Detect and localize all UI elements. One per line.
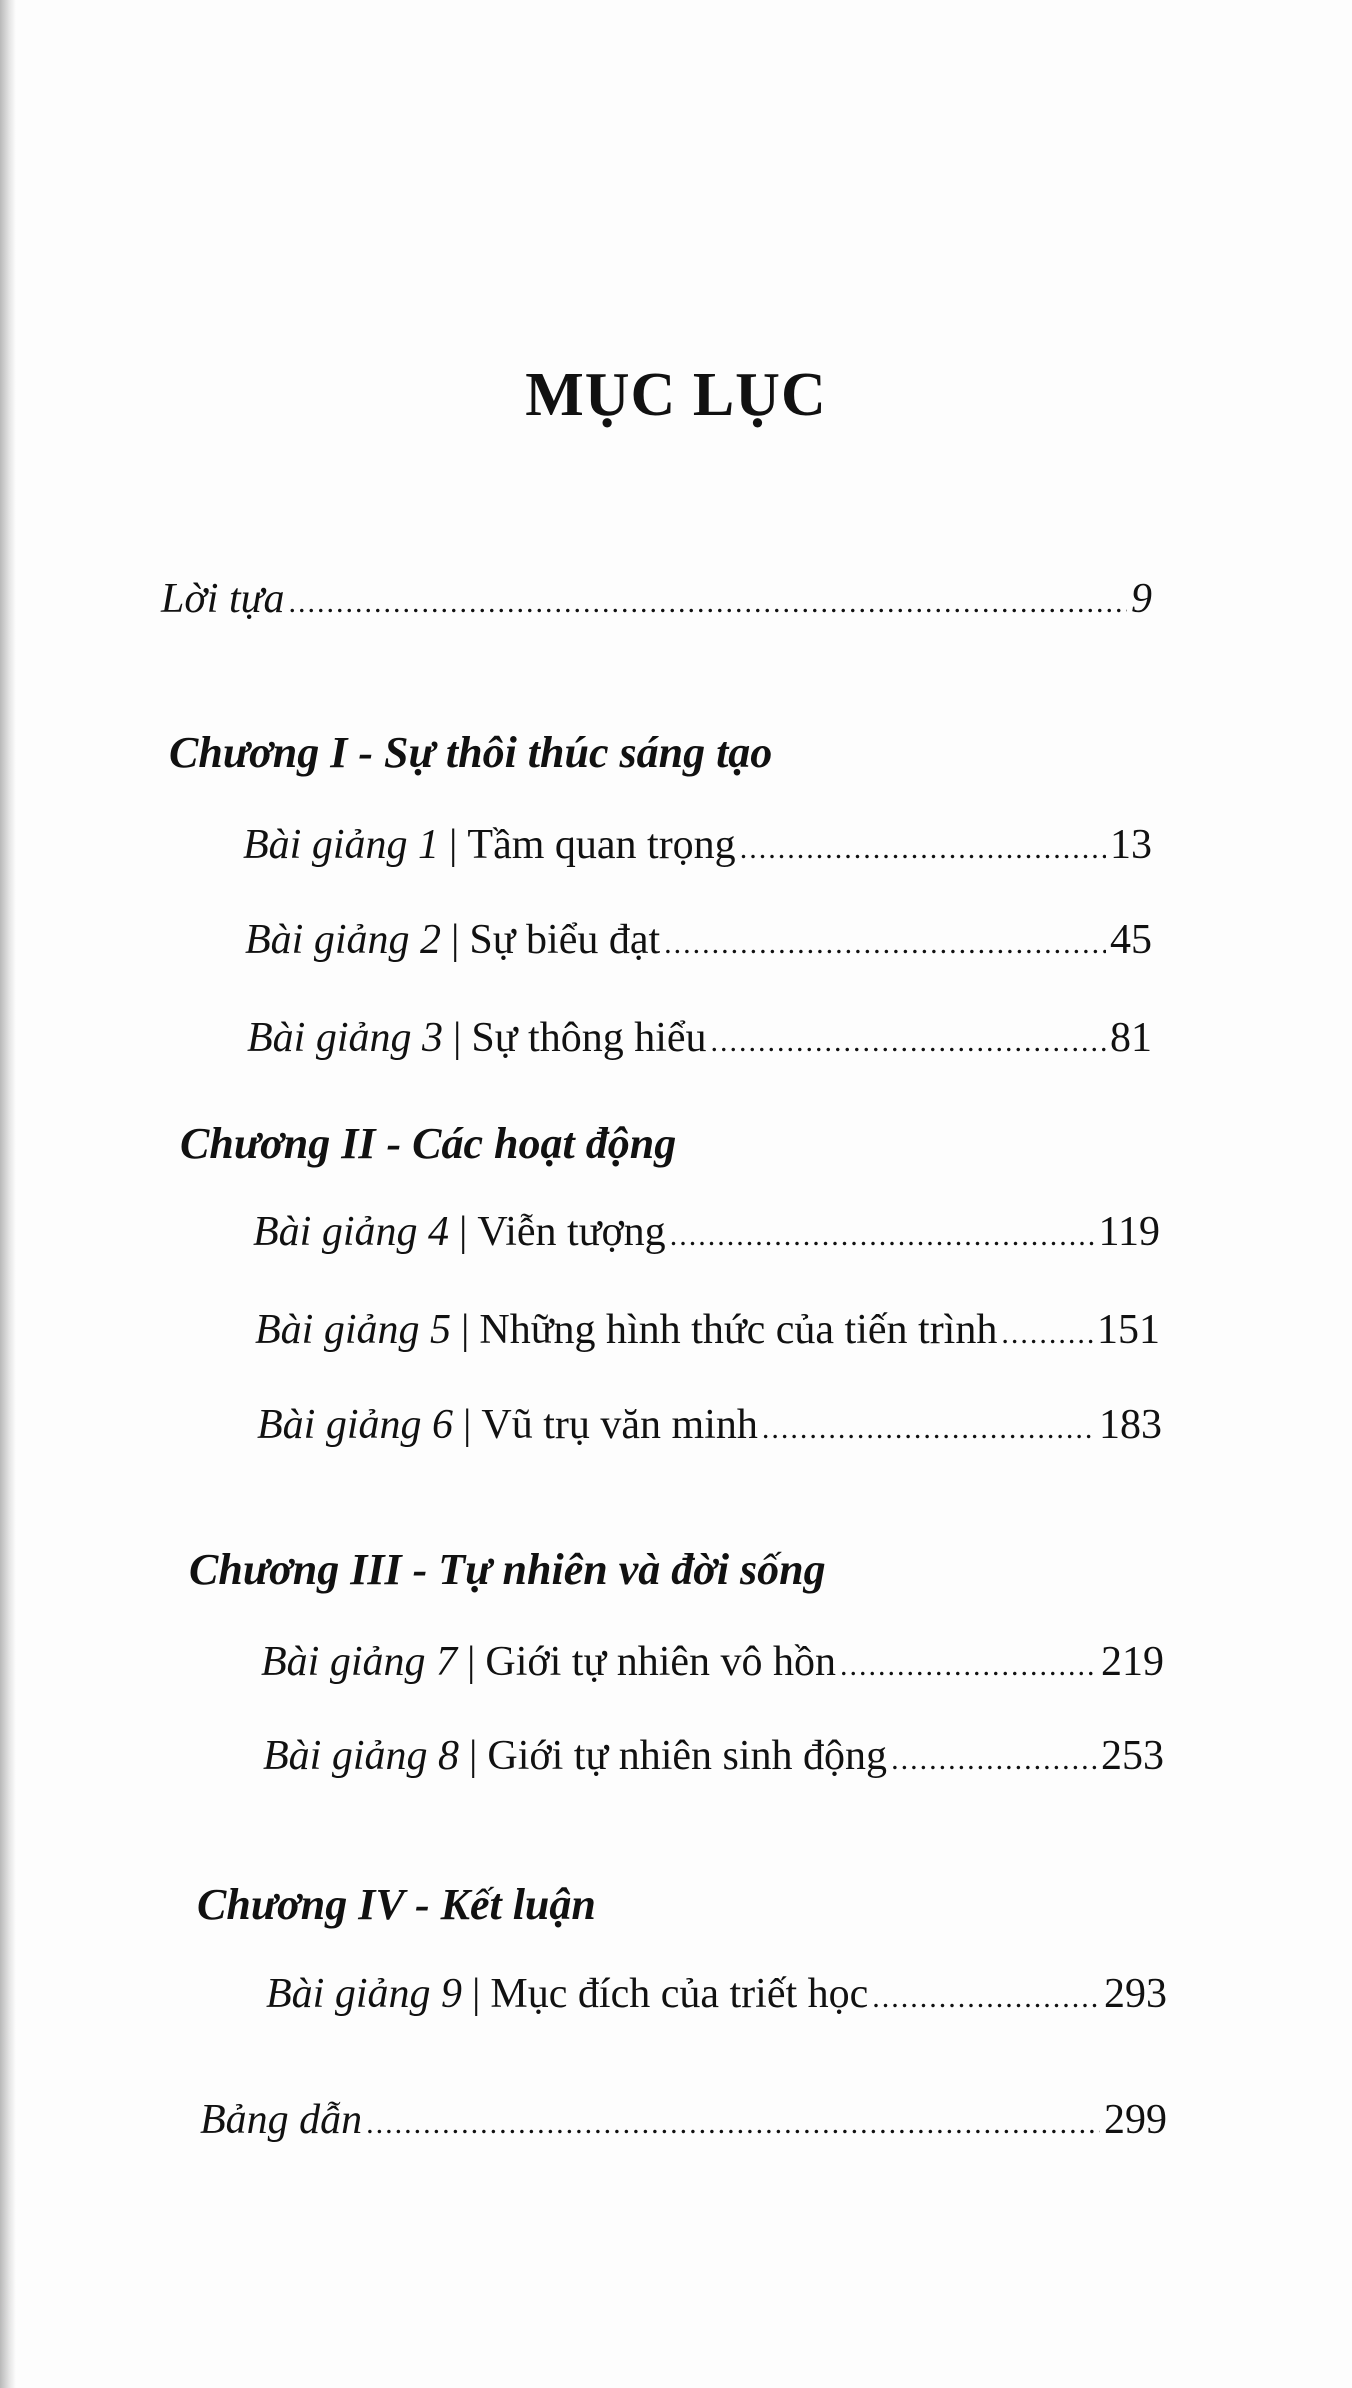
page-number: 9 xyxy=(1131,576,1152,622)
separator: | xyxy=(463,1402,472,1448)
page-number: 13 xyxy=(1110,822,1152,868)
toc-entry-lecture[interactable] xyxy=(245,910,1152,970)
toc-entry-lecture[interactable] xyxy=(243,815,1152,875)
lecture-title: Vũ trụ văn minh xyxy=(481,1402,758,1448)
dot-leader xyxy=(872,1968,1100,2028)
page-number: 45 xyxy=(1110,917,1152,963)
page-number: 183 xyxy=(1099,1402,1162,1448)
toc-entry-lecture[interactable] xyxy=(261,1632,1164,1692)
lecture-title: Sự biểu đạt xyxy=(469,917,661,963)
lecture-label: Bài giảng 2 xyxy=(245,917,441,963)
entry-label: Bảng dẫn xyxy=(200,2097,363,2143)
toc-entry-index[interactable] xyxy=(200,2090,1167,2150)
dot-leader xyxy=(664,914,1106,974)
page-number: 81 xyxy=(1110,1015,1152,1061)
lecture-label: Bài giảng 8 xyxy=(263,1733,459,1779)
dot-leader xyxy=(711,1012,1106,1072)
dot-leader xyxy=(1001,1304,1093,1364)
chapter-heading: Chương I - Sự thôi thúc sáng tạo xyxy=(169,728,773,777)
page-title: MỤC LỤC xyxy=(525,361,827,429)
separator: | xyxy=(459,1209,468,1255)
lecture-label: Bài giảng 7 xyxy=(261,1639,457,1685)
page-number: 119 xyxy=(1098,1209,1160,1255)
entry-label: Lời tựa xyxy=(161,576,285,622)
page-number: 299 xyxy=(1104,2097,1167,2143)
lecture-label: Bài giảng 9 xyxy=(266,1971,462,2017)
separator: | xyxy=(467,1639,476,1685)
lecture-title: Mục đích của triết học xyxy=(490,1971,869,2017)
dot-leader xyxy=(762,1399,1095,1459)
page-number: 293 xyxy=(1104,1971,1167,2017)
separator: | xyxy=(449,822,458,868)
lecture-label: Bài giảng 4 xyxy=(253,1209,449,1255)
lecture-title: Những hình thức của tiến trình xyxy=(479,1307,998,1353)
dot-leader xyxy=(891,1730,1097,1790)
separator: | xyxy=(453,1015,462,1061)
lecture-title: Giới tự nhiên sinh động xyxy=(487,1733,888,1779)
lecture-label: Bài giảng 5 xyxy=(255,1307,451,1353)
lecture-label: Bài giảng 1 xyxy=(243,822,439,868)
lecture-title: Giới tự nhiên vô hồn xyxy=(485,1639,837,1685)
dot-leader xyxy=(840,1636,1097,1696)
page-number: 253 xyxy=(1101,1733,1164,1779)
chapter-heading: Chương III - Tự nhiên và đời sống xyxy=(189,1545,826,1594)
lecture-label: Bài giảng 3 xyxy=(247,1015,443,1061)
dot-leader xyxy=(740,819,1106,879)
separator: | xyxy=(469,1733,478,1779)
chapter-heading: Chương IV - Kết luận xyxy=(197,1880,596,1929)
toc-entry-lecture[interactable] xyxy=(247,1008,1152,1068)
separator: | xyxy=(472,1971,481,2017)
toc-entry-lecture[interactable] xyxy=(257,1395,1162,1455)
toc-entry-lecture[interactable] xyxy=(263,1726,1164,1786)
toc-entry-lecture[interactable] xyxy=(266,1964,1167,2024)
page-number: 219 xyxy=(1101,1639,1164,1685)
toc-entry-preface[interactable] xyxy=(161,569,1152,629)
chapter-heading: Chương II - Các hoạt động xyxy=(180,1119,677,1168)
lecture-label: Bài giảng 6 xyxy=(257,1402,453,1448)
separator: | xyxy=(451,917,460,963)
dot-leader xyxy=(670,1206,1095,1266)
dot-leader xyxy=(289,573,1127,633)
separator: | xyxy=(461,1307,470,1353)
lecture-title: Sự thông hiểu xyxy=(471,1015,707,1061)
lecture-title: Tầm quan trọng xyxy=(467,822,736,868)
scan-edge xyxy=(0,0,16,2388)
toc-entry-lecture[interactable] xyxy=(253,1202,1160,1262)
page-number: 151 xyxy=(1097,1307,1160,1353)
toc-entry-lecture[interactable] xyxy=(255,1300,1160,1360)
dot-leader xyxy=(366,2094,1100,2154)
lecture-title: Viễn tượng xyxy=(477,1209,666,1255)
